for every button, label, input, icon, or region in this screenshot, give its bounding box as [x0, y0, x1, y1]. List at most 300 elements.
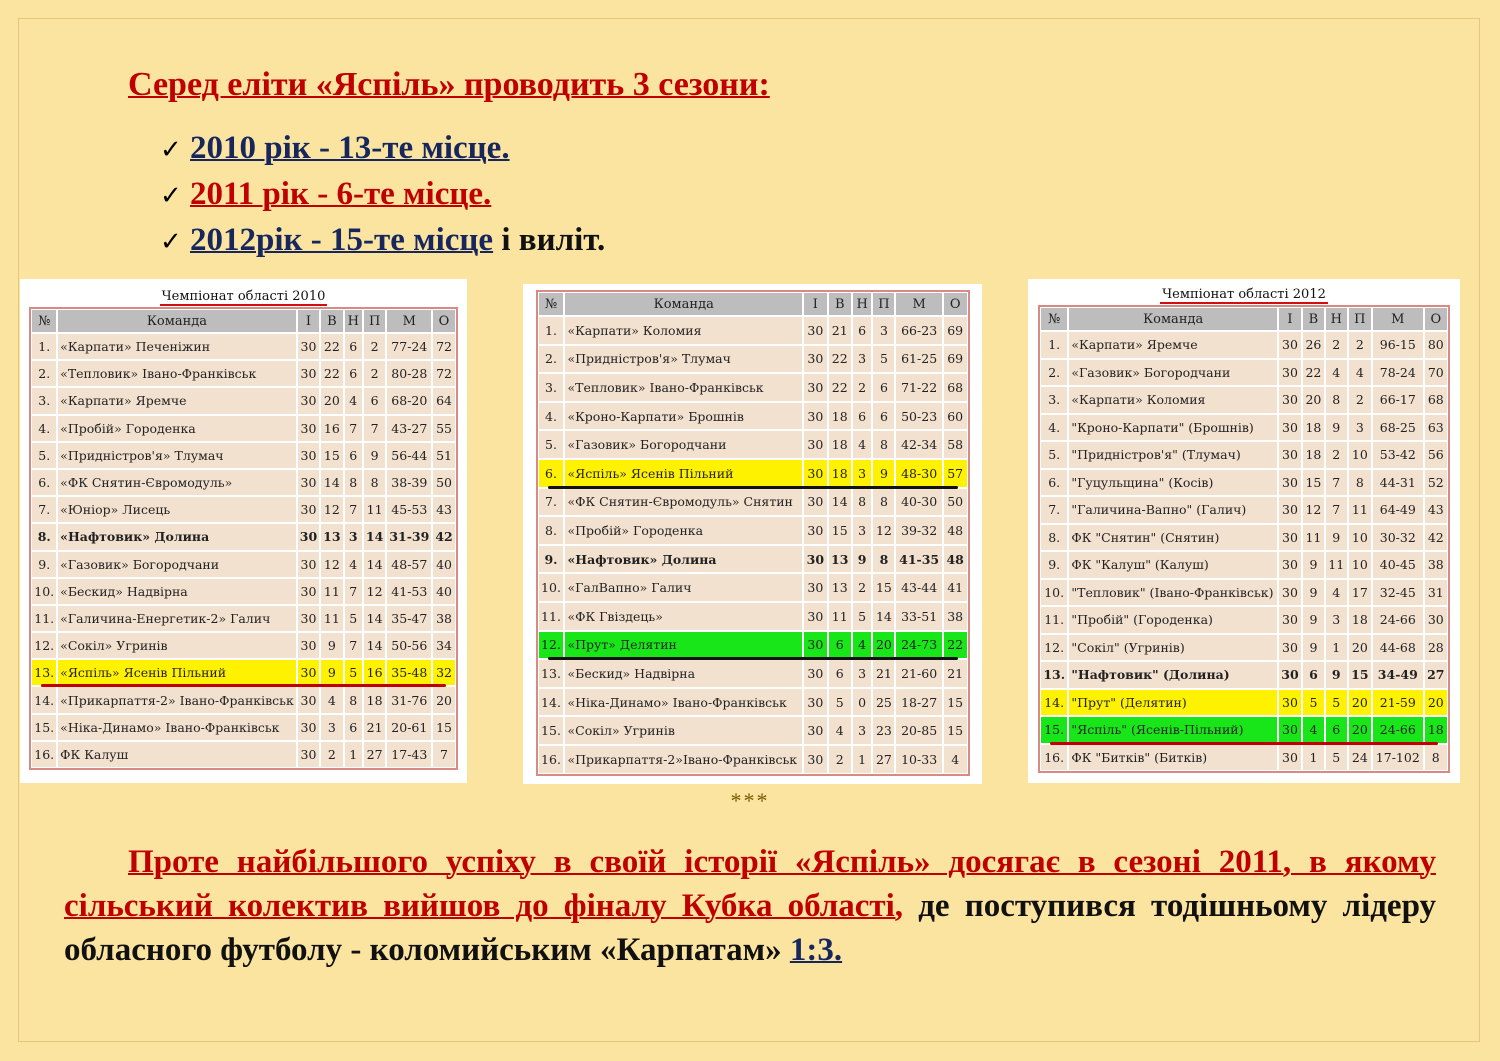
- stat-cell: 30: [803, 631, 828, 660]
- stat-cell: 40-30: [895, 488, 942, 517]
- stat-cell: 50: [432, 469, 455, 496]
- stat-cell: 30: [1278, 579, 1302, 607]
- table-row: [538, 659, 968, 688]
- column-header: І: [297, 309, 320, 333]
- stat-cell: 15.: [538, 716, 565, 745]
- table-row: [1040, 661, 1448, 689]
- stat-cell: 5: [828, 688, 852, 717]
- team-name-cell: «Придністров'я» Тлумач: [564, 345, 803, 374]
- stat-cell: 7: [1325, 469, 1348, 497]
- stat-cell: 30: [297, 578, 320, 605]
- stat-cell: 8: [1424, 744, 1448, 772]
- stat-cell: 14.: [31, 686, 57, 713]
- stat-cell: 2: [852, 373, 873, 402]
- table-row: [1040, 551, 1448, 579]
- table-row: [31, 714, 455, 741]
- standings-2011: [523, 284, 982, 784]
- stat-cell: 35-48: [386, 659, 432, 686]
- column-header: М: [386, 309, 432, 333]
- stat-cell: 38: [432, 605, 455, 632]
- stat-cell: 6: [344, 714, 363, 741]
- stat-cell: 16.: [538, 745, 565, 774]
- stat-cell: 11: [1348, 496, 1372, 524]
- stat-cell: 41: [943, 573, 968, 602]
- stat-cell: 9: [1302, 634, 1325, 662]
- stat-cell: 9: [1325, 524, 1348, 552]
- stat-cell: 13: [828, 545, 852, 574]
- stat-cell: 30: [803, 659, 828, 688]
- checkmark-icon: ✓: [160, 227, 182, 257]
- stat-cell: 30: [297, 741, 320, 768]
- stat-cell: 9.: [31, 551, 57, 578]
- stat-cell: 21: [828, 316, 852, 345]
- stat-cell: 66-23: [895, 316, 942, 345]
- stat-cell: 24-73: [895, 631, 942, 660]
- column-header: №: [1040, 307, 1068, 331]
- standings-table-2011: [536, 290, 970, 776]
- stat-cell: 3: [852, 459, 873, 488]
- stat-cell: 12: [320, 551, 343, 578]
- stat-cell: 70: [1424, 359, 1448, 387]
- table-row: [1040, 689, 1448, 717]
- team-name-cell: "Гуцульщина" (Косів): [1068, 469, 1278, 497]
- table-row: [31, 741, 455, 768]
- stat-cell: 4: [852, 631, 873, 660]
- stat-cell: 2: [1325, 331, 1348, 359]
- team-name-cell: "Придністров'я" (Тлумач): [1068, 441, 1278, 469]
- stat-cell: 13.: [1040, 661, 1068, 689]
- stat-cell: 11: [363, 496, 386, 523]
- standings-2012: [1028, 279, 1460, 783]
- team-name-cell: «Сокіл» Угринів: [57, 632, 297, 659]
- stat-cell: 5.: [1040, 441, 1068, 469]
- table-row: [538, 745, 968, 774]
- team-name-cell: "Нафтовик" (Долина): [1068, 661, 1278, 689]
- stat-cell: 6.: [31, 469, 57, 496]
- column-header: І: [803, 292, 828, 316]
- stat-cell: 42: [432, 523, 455, 550]
- stat-cell: 30: [1278, 386, 1302, 414]
- stat-cell: 8: [344, 686, 363, 713]
- table-row: [538, 459, 968, 488]
- stat-cell: 39-32: [895, 516, 942, 545]
- stat-cell: 42: [1424, 524, 1448, 552]
- stat-cell: 6: [1302, 661, 1325, 689]
- team-name-cell: «Галичина-Енергетик-2» Галич: [57, 605, 297, 632]
- stat-cell: 9: [363, 442, 386, 469]
- team-name-cell: «Прикарпаття-2»Івано-Франківськ: [564, 745, 803, 774]
- stat-cell: 1: [1302, 744, 1325, 772]
- stat-cell: 4: [943, 745, 968, 774]
- stat-cell: 8: [363, 469, 386, 496]
- season-item-2011: [160, 172, 605, 218]
- team-name-cell: «Бескид» Надвірна: [564, 659, 803, 688]
- team-name-cell: ФК "Снятин" (Снятин): [1068, 524, 1278, 552]
- stat-cell: 9: [872, 459, 895, 488]
- stat-cell: 13.: [538, 659, 565, 688]
- team-name-cell: «Нафтовик» Долина: [564, 545, 803, 574]
- stat-cell: 6: [344, 442, 363, 469]
- stat-cell: 26: [1302, 331, 1325, 359]
- stat-cell: 20: [432, 686, 455, 713]
- checkmark-icon: ✓: [160, 135, 182, 165]
- stat-cell: 9: [320, 659, 343, 686]
- table-header-row: [538, 292, 968, 316]
- table-row: [31, 632, 455, 659]
- stat-cell: 24-66: [1372, 716, 1424, 744]
- stat-cell: 43-44: [895, 573, 942, 602]
- table-row: [538, 631, 968, 660]
- team-name-cell: "Пробій" (Городенка): [1068, 606, 1278, 634]
- stat-cell: 71-22: [895, 373, 942, 402]
- stat-cell: 20: [1424, 689, 1448, 717]
- table-row: [538, 373, 968, 402]
- stat-cell: 9.: [538, 545, 565, 574]
- stat-cell: 30: [297, 523, 320, 550]
- stat-cell: 3.: [31, 387, 57, 414]
- team-name-cell: «Карпати» Коломия: [564, 316, 803, 345]
- stat-cell: 6: [852, 316, 873, 345]
- stat-cell: 15: [320, 442, 343, 469]
- column-header: Команда: [564, 292, 803, 316]
- team-name-cell: «Газовик» Богородчани: [1068, 359, 1278, 387]
- stat-cell: 44-68: [1372, 634, 1424, 662]
- stat-cell: 56-44: [386, 442, 432, 469]
- stat-cell: 34: [432, 632, 455, 659]
- stat-cell: 2: [1325, 441, 1348, 469]
- table-row: [31, 387, 455, 414]
- table-row: [1040, 469, 1448, 497]
- column-header: О: [1424, 307, 1448, 331]
- column-header: В: [1302, 307, 1325, 331]
- stat-cell: 4: [852, 430, 873, 459]
- stat-cell: 31: [1424, 579, 1448, 607]
- stat-cell: 11: [828, 602, 852, 631]
- table-row: [538, 402, 968, 431]
- stat-cell: 1: [344, 741, 363, 768]
- checkmark-icon: ✓: [160, 181, 182, 211]
- stat-cell: 14: [872, 602, 895, 631]
- stat-cell: 56: [1424, 441, 1448, 469]
- stat-cell: 14: [363, 551, 386, 578]
- stat-cell: 14.: [1040, 689, 1068, 717]
- stat-cell: 10: [1348, 524, 1372, 552]
- stat-cell: 28: [1424, 634, 1448, 662]
- stat-cell: 30: [1278, 689, 1302, 717]
- table-row: [31, 523, 455, 550]
- stat-cell: 4: [320, 686, 343, 713]
- stat-cell: 5.: [538, 430, 565, 459]
- stat-cell: 6: [344, 360, 363, 387]
- stat-cell: 30: [1278, 716, 1302, 744]
- stat-cell: 63: [1424, 414, 1448, 442]
- column-header: №: [538, 292, 565, 316]
- team-name-cell: «ФК Снятин-Євромодуль» Снятин: [564, 488, 803, 517]
- column-header: О: [432, 309, 455, 333]
- table-row: [538, 345, 968, 374]
- stat-cell: 21: [363, 714, 386, 741]
- stat-cell: 5: [852, 602, 873, 631]
- stat-cell: 30: [1278, 331, 1302, 359]
- highlight-underline: [548, 657, 958, 660]
- team-name-cell: «Яспіль» Ясенів Пільний: [564, 459, 803, 488]
- stat-cell: 50-23: [895, 402, 942, 431]
- stat-cell: 68-25: [1372, 414, 1424, 442]
- table-header-row: [1040, 307, 1448, 331]
- stat-cell: 6: [872, 402, 895, 431]
- stat-cell: 41-35: [895, 545, 942, 574]
- stat-cell: 60: [943, 402, 968, 431]
- stat-cell: 10: [1348, 441, 1372, 469]
- team-name-cell: «ФК Снятин-Євромодуль»: [57, 469, 297, 496]
- stat-cell: 68: [1424, 386, 1448, 414]
- stat-cell: 20: [320, 387, 343, 414]
- stat-cell: 15: [1348, 661, 1372, 689]
- table-row: [31, 469, 455, 496]
- table-row: [538, 516, 968, 545]
- stat-cell: 10: [1348, 551, 1372, 579]
- stat-cell: 68: [943, 373, 968, 402]
- stat-cell: 9: [1302, 579, 1325, 607]
- team-name-cell: «Бескид» Надвірна: [57, 578, 297, 605]
- stat-cell: 30: [297, 387, 320, 414]
- team-name-cell: «Газовик» Богородчани: [564, 430, 803, 459]
- stat-cell: 66-17: [1372, 386, 1424, 414]
- stat-cell: 14: [363, 523, 386, 550]
- stat-cell: 43-27: [386, 415, 432, 442]
- stat-cell: 30: [803, 488, 828, 517]
- stat-cell: 3: [320, 714, 343, 741]
- stat-cell: 4: [344, 387, 363, 414]
- team-name-cell: ФК Калуш: [57, 741, 297, 768]
- stat-cell: 72: [432, 333, 455, 360]
- table-row: [31, 605, 455, 632]
- stat-cell: 23: [872, 716, 895, 745]
- team-name-cell: «ГалВапно» Галич: [564, 573, 803, 602]
- stat-cell: 30-32: [1372, 524, 1424, 552]
- column-header: Н: [344, 309, 363, 333]
- stat-cell: 11.: [538, 602, 565, 631]
- column-header: П: [872, 292, 895, 316]
- stat-cell: 20-85: [895, 716, 942, 745]
- stat-cell: 30: [803, 516, 828, 545]
- team-name-cell: «Карпати» Яремче: [57, 387, 297, 414]
- stat-cell: 18: [363, 686, 386, 713]
- stat-cell: 1.: [538, 316, 565, 345]
- season-list: [160, 126, 605, 264]
- stat-cell: 43: [1424, 496, 1448, 524]
- stat-cell: 3: [1348, 414, 1372, 442]
- stat-cell: 11.: [1040, 606, 1068, 634]
- stat-cell: 12.: [31, 632, 57, 659]
- stat-cell: 30: [297, 659, 320, 686]
- stat-cell: 30: [1424, 606, 1448, 634]
- stat-cell: 7: [363, 415, 386, 442]
- season-2011-text: 2011 рік - 6-те місце.: [190, 176, 492, 212]
- stat-cell: 18: [828, 430, 852, 459]
- season-item-2012: [160, 218, 605, 264]
- page-heading: Серед еліти «Яспіль» проводить 3 сезони:: [128, 66, 770, 103]
- stat-cell: 15: [432, 714, 455, 741]
- stat-cell: 6.: [538, 459, 565, 488]
- stat-cell: 69: [943, 316, 968, 345]
- stat-cell: 32-45: [1372, 579, 1424, 607]
- stat-cell: 30: [297, 605, 320, 632]
- stat-cell: 2: [363, 360, 386, 387]
- table-row: [31, 415, 455, 442]
- stat-cell: 3: [344, 523, 363, 550]
- stat-cell: 30: [1278, 359, 1302, 387]
- stat-cell: 3: [852, 716, 873, 745]
- stat-cell: 30: [1278, 634, 1302, 662]
- team-name-cell: "Тепловик" (Івано-Франківськ): [1068, 579, 1278, 607]
- stat-cell: 5: [1325, 689, 1348, 717]
- stat-cell: 2.: [31, 360, 57, 387]
- season-2012-suffix: і виліт.: [493, 222, 606, 258]
- stat-cell: 7.: [1040, 496, 1068, 524]
- stat-cell: 1.: [31, 333, 57, 360]
- stat-cell: 8.: [31, 523, 57, 550]
- table-row: [538, 573, 968, 602]
- stat-cell: 22: [828, 373, 852, 402]
- stat-cell: 4: [1325, 359, 1348, 387]
- stat-cell: 30: [297, 333, 320, 360]
- stat-cell: 30: [803, 545, 828, 574]
- stat-cell: 4: [1325, 579, 1348, 607]
- team-name-cell: "Сокіл" (Угринів): [1068, 634, 1278, 662]
- stat-cell: 55: [432, 415, 455, 442]
- stat-cell: 22: [943, 631, 968, 660]
- stat-cell: 2.: [1040, 359, 1068, 387]
- stat-cell: 5.: [31, 442, 57, 469]
- season-2012-text: 2012рік - 15-те місце: [190, 222, 494, 258]
- stat-cell: 2: [320, 741, 343, 768]
- stat-cell: 16.: [1040, 744, 1068, 772]
- stat-cell: 8.: [538, 516, 565, 545]
- stat-cell: 77-24: [386, 333, 432, 360]
- stat-cell: 40-45: [1372, 551, 1424, 579]
- team-name-cell: «Прут» Делятин: [564, 631, 803, 660]
- team-name-cell: «Тепловик» Івано-Франківськ: [564, 373, 803, 402]
- stat-cell: 43: [432, 496, 455, 523]
- stat-cell: 61-25: [895, 345, 942, 374]
- stat-cell: 3: [852, 659, 873, 688]
- stat-cell: 1: [852, 745, 873, 774]
- stat-cell: 21-60: [895, 659, 942, 688]
- cup-paragraph-highlight: Проте найбільшого успіху в своїй історії «Яспіль» досягає в сезоні 2011, в якому сільський колектив вийшов до фіналу Кубка області,: [64, 844, 1436, 924]
- stat-cell: 9: [320, 632, 343, 659]
- table-row: [1040, 441, 1448, 469]
- team-name-cell: «Ніка-Динамо» Івано-Франківськ: [57, 714, 297, 741]
- stat-cell: 20: [1348, 716, 1372, 744]
- stat-cell: 25: [872, 688, 895, 717]
- stat-cell: 22: [828, 345, 852, 374]
- stat-cell: 35-47: [386, 605, 432, 632]
- table-row: [31, 578, 455, 605]
- stat-cell: 5: [872, 345, 895, 374]
- column-header: О: [943, 292, 968, 316]
- stat-cell: 9: [1302, 551, 1325, 579]
- stat-cell: 10.: [1040, 579, 1068, 607]
- stat-cell: 30: [297, 415, 320, 442]
- stat-cell: 30: [297, 442, 320, 469]
- column-header: №: [31, 309, 57, 333]
- stat-cell: 15: [943, 716, 968, 745]
- stat-cell: 50-56: [386, 632, 432, 659]
- stat-cell: 30: [1278, 469, 1302, 497]
- team-name-cell: «Карпати» Печеніжин: [57, 333, 297, 360]
- column-header: П: [363, 309, 386, 333]
- stat-cell: 30: [1278, 661, 1302, 689]
- stat-cell: 40: [432, 578, 455, 605]
- stat-cell: 24-66: [1372, 606, 1424, 634]
- stat-cell: 3: [852, 516, 873, 545]
- stat-cell: 4: [1302, 716, 1325, 744]
- table-row: [1040, 634, 1448, 662]
- stat-cell: 9: [1325, 414, 1348, 442]
- stat-cell: 18: [1302, 414, 1325, 442]
- stat-cell: 11: [1302, 524, 1325, 552]
- stat-cell: 8: [1348, 469, 1372, 497]
- stat-cell: 4.: [538, 402, 565, 431]
- stat-cell: 30: [1278, 524, 1302, 552]
- stat-cell: 50: [943, 488, 968, 517]
- stat-cell: 3: [1325, 606, 1348, 634]
- stat-cell: 38: [1424, 551, 1448, 579]
- table-row: [1040, 386, 1448, 414]
- stat-cell: 41-53: [386, 578, 432, 605]
- stat-cell: 15: [828, 516, 852, 545]
- stat-cell: 6: [872, 373, 895, 402]
- stat-cell: 6: [828, 659, 852, 688]
- stat-cell: 5: [344, 605, 363, 632]
- column-header: М: [1372, 307, 1424, 331]
- table-row: [538, 688, 968, 717]
- team-name-cell: «Нафтовик» Долина: [57, 523, 297, 550]
- table-row: [1040, 331, 1448, 359]
- column-header: Н: [1325, 307, 1348, 331]
- column-header: Команда: [1068, 307, 1278, 331]
- stat-cell: 30: [803, 459, 828, 488]
- stat-cell: 6: [363, 387, 386, 414]
- cup-paragraph: [64, 840, 1436, 972]
- stat-cell: 38-39: [386, 469, 432, 496]
- stat-cell: 11: [1325, 551, 1348, 579]
- stat-cell: 12: [1302, 496, 1325, 524]
- stat-cell: 31-39: [386, 523, 432, 550]
- stat-cell: 12: [363, 578, 386, 605]
- stat-cell: 30: [803, 402, 828, 431]
- stat-cell: 30: [297, 469, 320, 496]
- stat-cell: 20: [1348, 689, 1372, 717]
- stat-cell: 22: [1302, 359, 1325, 387]
- stat-cell: 4: [344, 551, 363, 578]
- team-name-cell: «Пробій» Городенка: [564, 516, 803, 545]
- stat-cell: 17-43: [386, 741, 432, 768]
- stat-cell: 17: [1348, 579, 1372, 607]
- stat-cell: 1.: [1040, 331, 1068, 359]
- team-name-cell: «Тепловик» Івано-Франківськ: [57, 360, 297, 387]
- stat-cell: 2: [852, 573, 873, 602]
- stat-cell: 30: [1278, 744, 1302, 772]
- season-2010-text: 2010 рік - 13-те місце.: [190, 130, 510, 166]
- stat-cell: 53-42: [1372, 441, 1424, 469]
- stat-cell: 30: [297, 686, 320, 713]
- stat-cell: 64-49: [1372, 496, 1424, 524]
- stat-cell: 96-15: [1372, 331, 1424, 359]
- stat-cell: 15.: [31, 714, 57, 741]
- stat-cell: 20: [872, 631, 895, 660]
